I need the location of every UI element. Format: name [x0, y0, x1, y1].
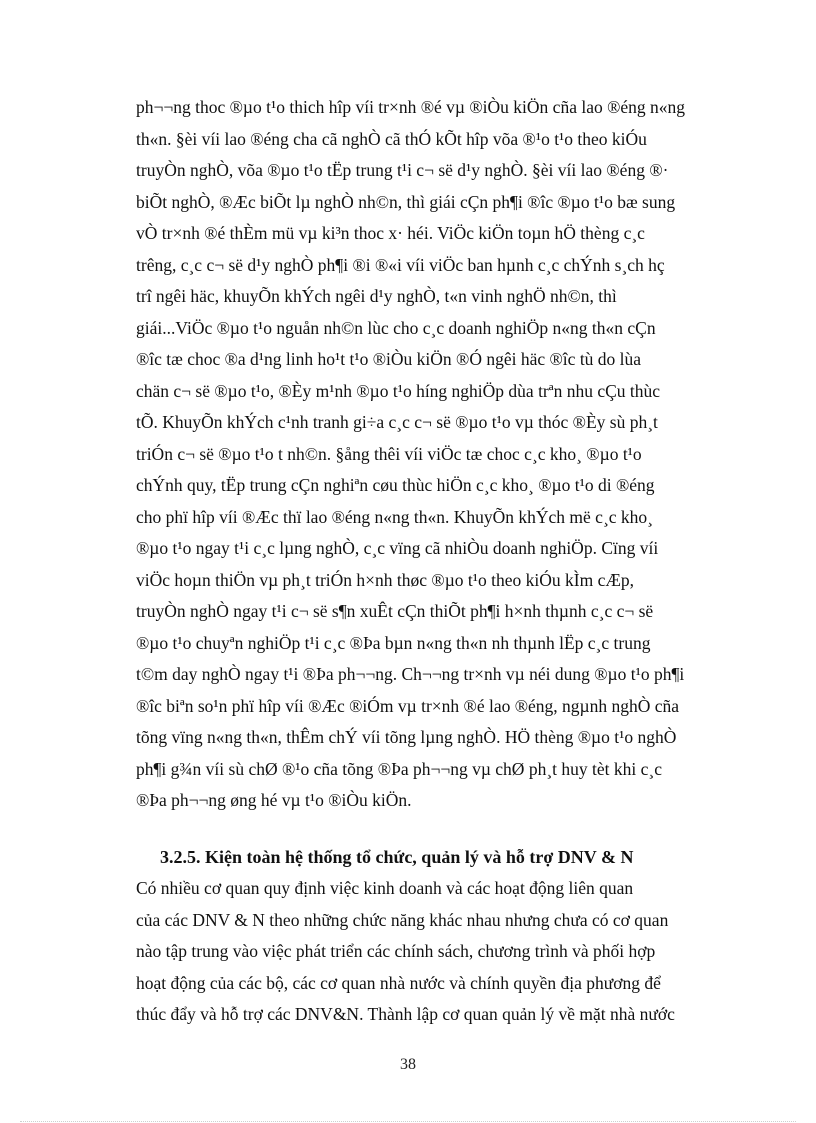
text-line: t©m day nghÒ ngay t¹i ®Þa ph¬¬ng. Ch¬¬ng tr×nh vµ néi dung ®µo t¹o ph¶i — [136, 664, 685, 684]
text-line: chÝnh quy, tËp trung cÇn nghiªn cøu thùc hiÖn c¸c kho¸ ®µo t¹o di ®éng — [136, 475, 655, 495]
text-line: trî ngêi häc, khuyÕn khÝch ngêi d¹y nghÒ, t«n vinh nghÖ nh©n, thì — [136, 286, 617, 306]
text-line: ®îc tæ choc ®a d¹ng linh ho¹t t¹o ®iÒu kiÖn ®Ó ngêi häc ®îc tù do lùa — [136, 349, 642, 369]
text-line: thúc đẩy và hỗ trợ các DNV&N. Thành lập cơ quan quản lý về mặt nhà nước — [136, 1004, 675, 1024]
text-line: ®µo t¹o chuyªn nghiÖp t¹i c¸c ®Þa bµn n«ng th«n nh thµnh lËp c¸c trung — [136, 632, 651, 653]
text-line: ph¬¬ng thoc ®µo t¹o thich hîp víi tr×nh ®é vµ ®iÒu kiÖn cña lao ®éng n«ng — [136, 97, 686, 117]
text-line: Có nhiều cơ quan quy định việc kinh doanh và các hoạt động liên quan — [136, 878, 634, 898]
section-heading: 3.2.5. Kiện toàn hệ thống tổ chức, quản lý và hỗ trợ DNV & N — [160, 847, 634, 867]
text-line: ph¶i g¾n víi sù chØ ®¹o cña tõng ®Þa ph¬¬ng vµ chØ ph¸t huy tèt khi c¸c — [136, 758, 662, 779]
text-line: viÖc hoµn thiÖn vµ ph¸t triÓn h×nh thøc ®µo t¹o theo kiÓu kÌm cÆp, — [136, 569, 635, 590]
text-line: ®Þa ph¬¬ng øng hé vµ t¹o ®iÒu kiÖn. — [136, 790, 412, 810]
body-paragraph-2 — [136, 873, 740, 1031]
text-line: tÕ. KhuyÕn khÝch c¹nh tranh gi÷a c¸c c¬ së ®µo t¹o vµ thóc ®Èy sù ph¸t — [136, 412, 658, 432]
text-line: giái...ViÖc ®µo t¹o nguån nh©n lùc cho c¸c doanh nghiÖp n«ng th«n cÇn — [136, 317, 656, 338]
page-bottom-divider — [20, 1121, 796, 1122]
body-paragraph-1 — [136, 92, 740, 817]
text-line: th«n. §èi víi lao ®éng cha cã nghÒ cã thÓ kÕt hîp võa ®¹o t¹o theo kiÓu — [136, 128, 647, 149]
text-line: triÓn c¬ së ®µo t¹o t nh©n. §ång thêi víi viÖc tæ choc c¸c kho¸ ®µo t¹o — [136, 443, 642, 464]
text-line: tõng vïng n«ng th«n, thÊm chÝ víi tõng lµng nghÒ. HÖ thèng ®µo t¹o nghÒ — [136, 727, 677, 747]
text-line: chän c¬ së ®µo t¹o, ®Èy m¹nh ®µo t¹o híng nghiÖp dùa trªn nhu cÇu thùc — [136, 380, 661, 401]
text-line: vÒ tr×nh ®é thÈm mü vµ ki³n thoc x· héi. ViÖc kiÖn toµn hÖ thèng c¸c — [136, 223, 645, 243]
page-number: 38 — [400, 1056, 416, 1073]
text-line: của các DNV & N theo những chức năng khác nhau nhưng chưa có cơ quan — [136, 909, 669, 930]
text-line: trêng, c¸c c¬ së d¹y nghÒ ph¶i ®i ®«i víi viÖc ban hµnh c¸c chÝnh s¸ch hç — [136, 254, 665, 275]
text-line: truyÒn nghÒ ngay t¹i c¬ së s¶n xuÊt cÇn thiÕt ph¶i h×nh thµnh c¸c c¬ së — [136, 601, 654, 621]
text-line: truyÒn nghÒ, võa ®µo t¹o tËp trung t¹i c¬ së d¹y nghÒ. §èi víi lao ®éng ®· — [136, 160, 669, 180]
text-line: cho phï hîp víi ®Æc thï lao ®éng n«ng th«n. KhuyÕn khÝch më c¸c kho¸ — [136, 506, 653, 527]
text-line: biÕt nghÒ, ®Æc biÕt lµ nghÒ nh©n, thì giái cÇn ph¶i ®îc ®µo t¹o bæ sung — [136, 191, 676, 212]
text-line: ®µo t¹o ngay t¹i c¸c lµng nghÒ, c¸c vïng cã nhiÒu doanh nghiÖp. Cïng víi — [136, 538, 659, 558]
text-line: ®îc biªn so¹n phï hîp víi ®Æc ®iÓm vµ tr×nh ®é lao ®éng, ngµnh nghÒ cña — [136, 695, 680, 716]
text-line: hoạt động của các bộ, các cơ quan nhà nước và chính quyền địa phương để — [136, 972, 661, 993]
text-line: nào tập trung vào việc phát triển các chính sách, chương trình và phối hợp — [136, 941, 656, 961]
